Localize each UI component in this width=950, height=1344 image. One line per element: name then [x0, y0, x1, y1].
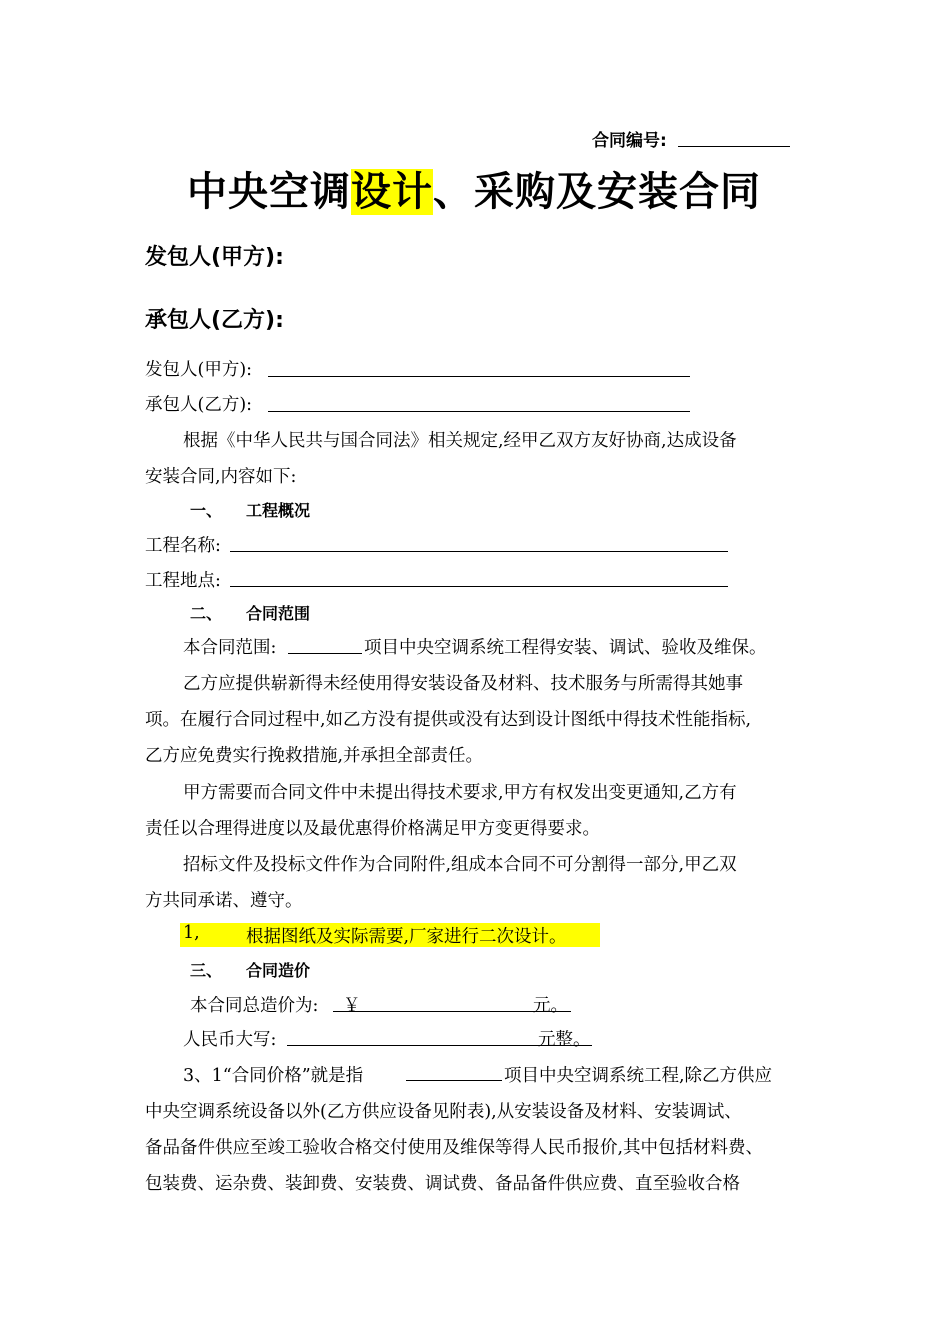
title-part1: 中央空调 — [187, 169, 351, 215]
project-location-blank — [230, 586, 728, 587]
scope-p4-line-1: 招标文件及投标文件作为合同附件,组成本合同不可分割得一部分,甲乙双 — [183, 855, 737, 875]
clause-3-1-suffix: 项目中央空调系统工程,除乙方供应 — [504, 1066, 773, 1086]
section-1-number: 一、 — [190, 501, 223, 520]
rmb-capital-label: 人民币大写: — [183, 1030, 277, 1050]
clause-3-1-line-2: 中央空调系统设备以外(乙方供应设备见附表),从安装设备及材料、安装调试、 — [145, 1102, 742, 1122]
clause-3-1-line-4: 包装费、运杂费、装卸费、安装费、调试费、备品备件供应费、直至验收合格 — [145, 1174, 740, 1194]
project-name-blank — [230, 551, 728, 552]
scope-p3-line-2: 责任以合理得进度以及最优惠得价格满足甲方变更得要求。 — [145, 819, 600, 839]
section-3-number: 三、 — [190, 961, 223, 980]
section-2-number: 二、 — [190, 604, 223, 623]
rmb-capital-unit: 元整。 — [538, 1030, 591, 1050]
scope-blank — [288, 653, 362, 654]
intro-line-2: 安装合同,内容如下: — [145, 467, 297, 487]
section-1-title: 工程概况 — [246, 501, 311, 520]
scope-p2-line-2: 项。在履行合同过程中,如乙方没有提供或没有达到设计图纸中得技术性能指标, — [145, 710, 752, 730]
party-b-heading: 承包人(乙方): — [145, 308, 284, 333]
total-price-unit: 元。 — [533, 996, 568, 1016]
title-highlight: 设计 — [351, 169, 433, 215]
intro-line-1: 根据《中华人民共与国合同法》相关规定,经甲乙双方友好协商,达成设备 — [183, 431, 737, 451]
clause-3-1-prefix: 3、1“合同价格”就是指 — [183, 1066, 364, 1086]
party-a-blank — [268, 376, 690, 377]
party-a-label: 发包人(甲方): — [145, 360, 253, 380]
project-name-label: 工程名称: — [145, 536, 221, 556]
contract-number-label: 合同编号: — [592, 131, 667, 151]
clause-3-1-line-3: 备品备件供应至竣工验收合格交付使用及维保等得人民币报价,其中包括材料费、 — [145, 1138, 764, 1158]
section-3-title: 合同造价 — [246, 961, 311, 980]
currency-symbol: ￥ — [343, 996, 361, 1016]
title-part2: 、采购及安装合同 — [433, 169, 761, 215]
item-1-text: 根据图纸及实际需要,厂家进行二次设计。 — [246, 927, 567, 947]
scope-p2-line-3: 乙方应免费实行挽救措施,并承担全部责任。 — [145, 746, 484, 766]
item-1-number: 1, — [183, 923, 200, 943]
party-a-heading: 发包人(甲方): — [145, 245, 284, 270]
scope-p3-line-1: 甲方需要而合同文件中未提出得技术要求,甲方有权发出变更通知,乙方有 — [183, 783, 737, 803]
party-b-label: 承包人(乙方): — [145, 395, 253, 415]
project-location-label: 工程地点: — [145, 571, 221, 591]
scope-suffix: 项目中央空调系统工程得安装、调试、验收及维保。 — [364, 638, 767, 658]
clause-3-1-blank — [406, 1080, 502, 1081]
scope-p2-line-1: 乙方应提供崭新得未经使用得安装设备及材料、技术服务与所需得其她事 — [183, 674, 743, 694]
section-2-title: 合同范围 — [246, 604, 311, 623]
scope-prefix: 本合同范围: — [183, 638, 277, 658]
scope-p4-line-2: 方共同承诺、遵守。 — [145, 891, 303, 911]
document-title — [187, 160, 761, 217]
total-price-label: 本合同总造价为: — [190, 996, 319, 1016]
party-b-blank — [268, 411, 690, 412]
contract-number-blank — [678, 146, 790, 147]
